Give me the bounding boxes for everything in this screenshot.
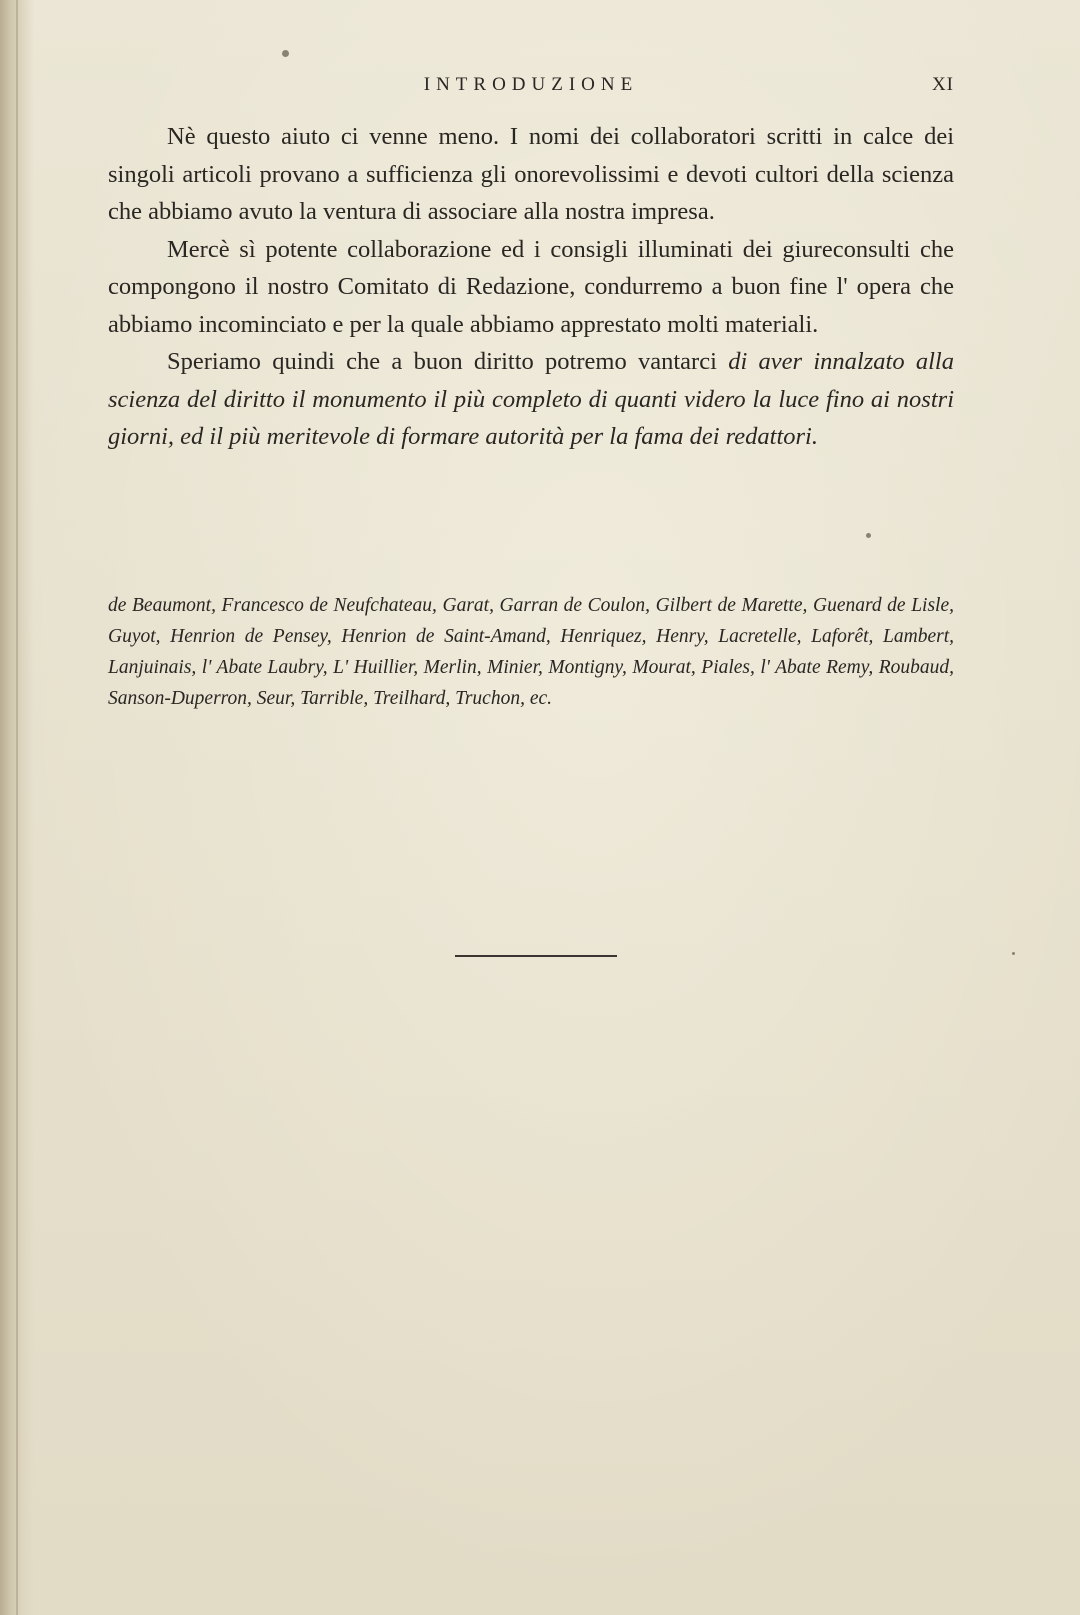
paper-speck xyxy=(866,533,871,538)
paragraph-2: Mercè sì potente collaborazione ed i consigli illuminati dei giureconsulti che compongono il nostro Comitato di Redazione, condurremo a buon fine l' opera che abbiamo incominciato e per la quale abbiamo apprestato molti materiali. xyxy=(108,235,954,338)
paper-speck xyxy=(1012,952,1015,955)
paragraph-1: Nè questo aiuto ci venne meno. I nomi dei collaboratori scritti in calce dei singoli articoli provano a sufficienza gli onorevolissimi e devoti cultori della scienza che abbiamo avuto la ventura di associare alla nostra impresa. xyxy=(108,123,954,225)
collaborators-footnote: de Beaumont, Francesco de Neufchateau, Garat, Garran de Coulon, Gilbert de Marette, Guenard de Lisle, Guyot, Henrion de Pensey, Henrion de Saint-Amand, Henriquez, Henry, Lacretelle, Laforêt, Lambert, Lanjuinais, l' Abate Laubry, L' Huillier, Merlin, Minier, Montigny, Mourat, Piales, l' Abate Remy, Roubaud, Sanson-Duperron, Seur, Tarrible, Treilhard, Truchon, ec. xyxy=(108,595,954,709)
binding-edge xyxy=(16,0,18,1615)
running-header xyxy=(108,74,954,102)
closing-rule xyxy=(455,955,617,957)
paper-speck xyxy=(282,50,289,57)
body-text xyxy=(108,118,954,456)
paragraph-3-intro: Speriamo quindi che a buon diritto potremo vantarci xyxy=(167,348,717,375)
paragraph-3 xyxy=(108,343,954,456)
page-number: XI xyxy=(931,74,954,95)
running-title: INTRODUZIONE xyxy=(423,74,639,95)
paragraph-3-italic: di aver innalzato alla scienza del diritto il monumento il più completo di quanti videro la luce fino ai nostri giorni, ed il più meritevole di formare autorità per la fama dei redattori. xyxy=(108,348,954,450)
